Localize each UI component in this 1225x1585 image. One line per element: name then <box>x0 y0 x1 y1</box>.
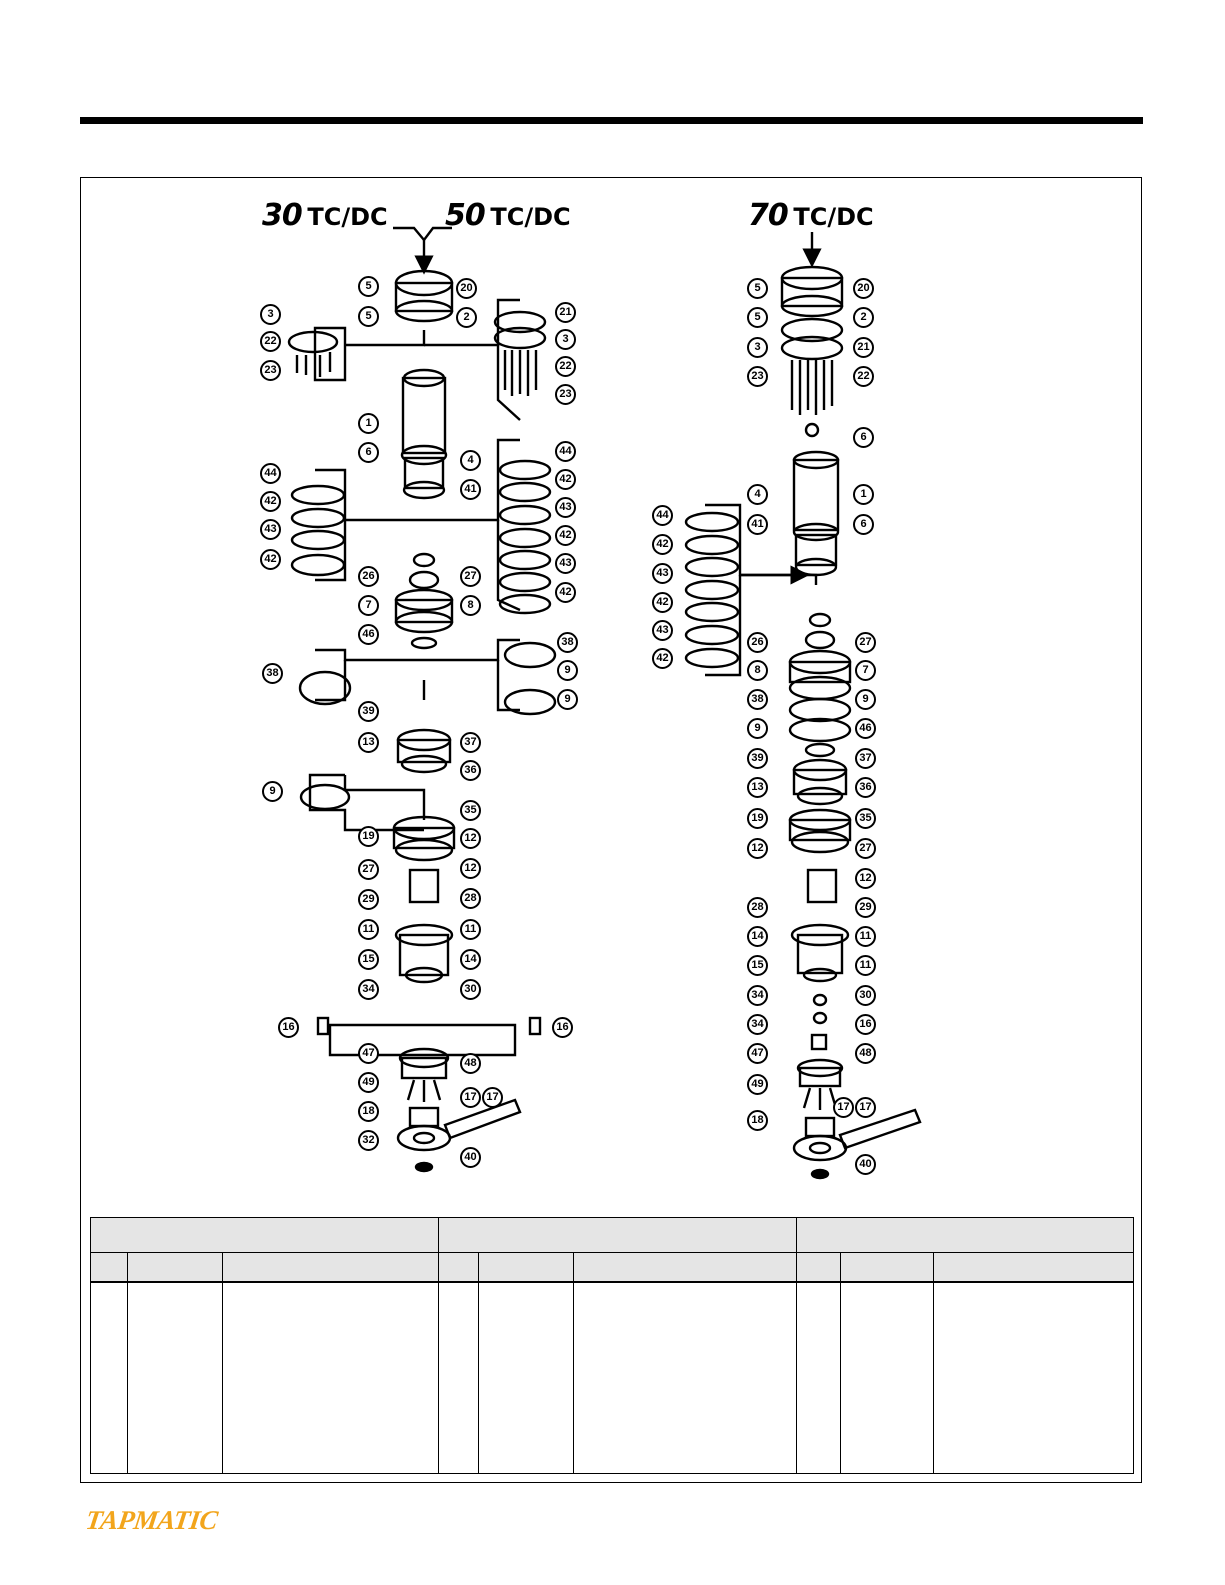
model-70-suffix: TC/DC <box>793 203 874 231</box>
part-callout: 20 <box>853 278 874 299</box>
part-callout: 2 <box>456 307 477 328</box>
part-callout: 44 <box>260 463 281 484</box>
part-callout: 47 <box>747 1043 768 1064</box>
part-callout: 3 <box>555 329 576 350</box>
part-callout: 15 <box>747 955 768 976</box>
table-cell <box>841 1282 934 1474</box>
part-callout: 43 <box>555 553 576 574</box>
part-callout: 30 <box>460 979 481 1000</box>
part-callout: 9 <box>855 689 876 710</box>
part-callout: 42 <box>555 469 576 490</box>
part-callout: 37 <box>460 732 481 753</box>
part-callout: 23 <box>555 384 576 405</box>
part-callout: 7 <box>855 660 876 681</box>
part-callout: 48 <box>460 1053 481 1074</box>
table-section-row <box>91 1218 1134 1253</box>
part-callout: 44 <box>652 505 673 526</box>
part-callout: 34 <box>358 979 379 1000</box>
part-callout: 30 <box>855 985 876 1006</box>
table-header-cell <box>439 1253 479 1283</box>
part-callout: 17 <box>855 1097 876 1118</box>
part-callout: 21 <box>853 337 874 358</box>
part-callout: 27 <box>358 859 379 880</box>
part-callout: 42 <box>555 525 576 546</box>
part-callout: 28 <box>747 897 768 918</box>
part-callout: 3 <box>260 304 281 325</box>
table-cell <box>223 1282 439 1474</box>
part-callout: 7 <box>358 595 379 616</box>
part-callout: 47 <box>358 1043 379 1064</box>
table-header-cell <box>841 1253 934 1283</box>
part-callout: 4 <box>460 450 481 471</box>
table-section-header <box>91 1218 439 1253</box>
part-callout: 12 <box>855 868 876 889</box>
part-callout: 8 <box>747 660 768 681</box>
part-callout: 14 <box>747 926 768 947</box>
part-callout: 38 <box>557 632 578 653</box>
table-header-row <box>91 1253 1134 1283</box>
part-callout: 9 <box>262 781 283 802</box>
model-30-suffix: TC/DC <box>307 203 388 231</box>
part-callout: 32 <box>358 1130 379 1151</box>
table-header-cell <box>479 1253 574 1283</box>
parts-list-table <box>90 1217 1134 1474</box>
part-callout: 22 <box>555 356 576 377</box>
part-callout: 27 <box>855 838 876 859</box>
part-callout: 8 <box>460 595 481 616</box>
part-callout: 26 <box>358 566 379 587</box>
part-callout: 35 <box>460 800 481 821</box>
table-body-row <box>91 1282 1134 1474</box>
part-callout: 1 <box>853 484 874 505</box>
part-callout: 5 <box>358 276 379 297</box>
part-callout: 43 <box>652 563 673 584</box>
part-callout: 42 <box>652 592 673 613</box>
part-callout: 39 <box>358 701 379 722</box>
part-callout: 26 <box>747 632 768 653</box>
part-callout: 29 <box>358 889 379 910</box>
table-header-cell <box>91 1253 128 1283</box>
part-callout: 11 <box>460 919 481 940</box>
part-callout: 5 <box>747 307 768 328</box>
part-callout: 3 <box>747 337 768 358</box>
table-section-header <box>439 1218 797 1253</box>
part-callout: 20 <box>456 278 477 299</box>
part-callout: 11 <box>358 919 379 940</box>
part-callout: 44 <box>555 441 576 462</box>
part-callout: 11 <box>855 926 876 947</box>
part-callout: 17 <box>833 1097 854 1118</box>
model-title-left <box>262 198 388 233</box>
part-callout: 42 <box>652 648 673 669</box>
table-cell <box>439 1282 479 1474</box>
part-callout: 29 <box>855 897 876 918</box>
part-callout: 40 <box>460 1147 481 1168</box>
part-callout: 12 <box>460 858 481 879</box>
part-callout: 16 <box>855 1014 876 1035</box>
part-callout: 13 <box>747 777 768 798</box>
model-30-label: 30 <box>262 198 302 233</box>
table-cell <box>91 1282 128 1474</box>
part-callout: 40 <box>855 1154 876 1175</box>
model-50-label: 50 <box>445 198 485 233</box>
part-callout: 41 <box>460 479 481 500</box>
table-header-cell <box>128 1253 223 1283</box>
part-callout: 23 <box>747 366 768 387</box>
part-callout: 38 <box>262 663 283 684</box>
part-callout: 23 <box>260 360 281 381</box>
model-70-label: 70 <box>748 198 788 233</box>
table-header-cell <box>934 1253 1134 1283</box>
part-callout: 27 <box>460 566 481 587</box>
part-callout: 9 <box>557 689 578 710</box>
part-callout: 16 <box>552 1017 573 1038</box>
part-callout: 46 <box>855 718 876 739</box>
part-callout: 34 <box>747 1014 768 1035</box>
part-callout: 2 <box>853 307 874 328</box>
table-cell <box>479 1282 574 1474</box>
table-cell <box>797 1282 841 1474</box>
part-callout: 18 <box>747 1110 768 1131</box>
part-callout: 11 <box>855 955 876 976</box>
part-callout: 41 <box>747 514 768 535</box>
part-callout: 21 <box>555 302 576 323</box>
table-header-cell <box>223 1253 439 1283</box>
table-header-cell <box>574 1253 797 1283</box>
part-callout: 17 <box>482 1087 503 1108</box>
part-callout: 46 <box>358 624 379 645</box>
part-callout: 27 <box>855 632 876 653</box>
part-callout: 1 <box>358 413 379 434</box>
part-callout: 22 <box>853 366 874 387</box>
part-callout: 12 <box>747 838 768 859</box>
part-callout: 43 <box>555 497 576 518</box>
part-callout: 9 <box>747 718 768 739</box>
table-cell <box>574 1282 797 1474</box>
part-callout: 43 <box>260 519 281 540</box>
model-title-left-b <box>445 198 571 233</box>
part-callout: 9 <box>557 660 578 681</box>
part-callout: 49 <box>358 1072 379 1093</box>
table-cell <box>934 1282 1134 1474</box>
part-callout: 6 <box>358 442 379 463</box>
table-cell <box>128 1282 223 1474</box>
part-callout: 28 <box>460 888 481 909</box>
part-callout: 42 <box>260 491 281 512</box>
part-callout: 19 <box>747 808 768 829</box>
part-callout: 13 <box>358 732 379 753</box>
part-callout: 49 <box>747 1074 768 1095</box>
part-callout: 48 <box>855 1043 876 1064</box>
part-callout: 12 <box>460 828 481 849</box>
part-callout: 22 <box>260 331 281 352</box>
table-header-cell <box>797 1253 841 1283</box>
part-callout: 35 <box>855 808 876 829</box>
table-section-header <box>797 1218 1134 1253</box>
part-callout: 38 <box>747 689 768 710</box>
part-callout: 43 <box>652 620 673 641</box>
part-callout: 36 <box>460 760 481 781</box>
part-callout: 42 <box>260 549 281 570</box>
part-callout: 42 <box>555 582 576 603</box>
part-callout: 4 <box>747 484 768 505</box>
model-50-suffix: TC/DC <box>490 203 571 231</box>
part-callout: 6 <box>853 427 874 448</box>
part-callout: 18 <box>358 1101 379 1122</box>
part-callout: 39 <box>747 748 768 769</box>
part-callout: 37 <box>855 748 876 769</box>
part-callout: 6 <box>853 514 874 535</box>
part-callout: 42 <box>652 534 673 555</box>
tapmatic-logo: TAPMATIC <box>83 1505 220 1535</box>
part-callout: 5 <box>358 306 379 327</box>
part-callout: 17 <box>460 1087 481 1108</box>
part-callout: 5 <box>747 278 768 299</box>
model-title-right <box>748 198 874 233</box>
part-callout: 34 <box>747 985 768 1006</box>
part-callout: 15 <box>358 949 379 970</box>
part-callout: 16 <box>278 1017 299 1038</box>
part-callout: 14 <box>460 949 481 970</box>
part-callout: 19 <box>358 826 379 847</box>
part-callout: 36 <box>855 777 876 798</box>
